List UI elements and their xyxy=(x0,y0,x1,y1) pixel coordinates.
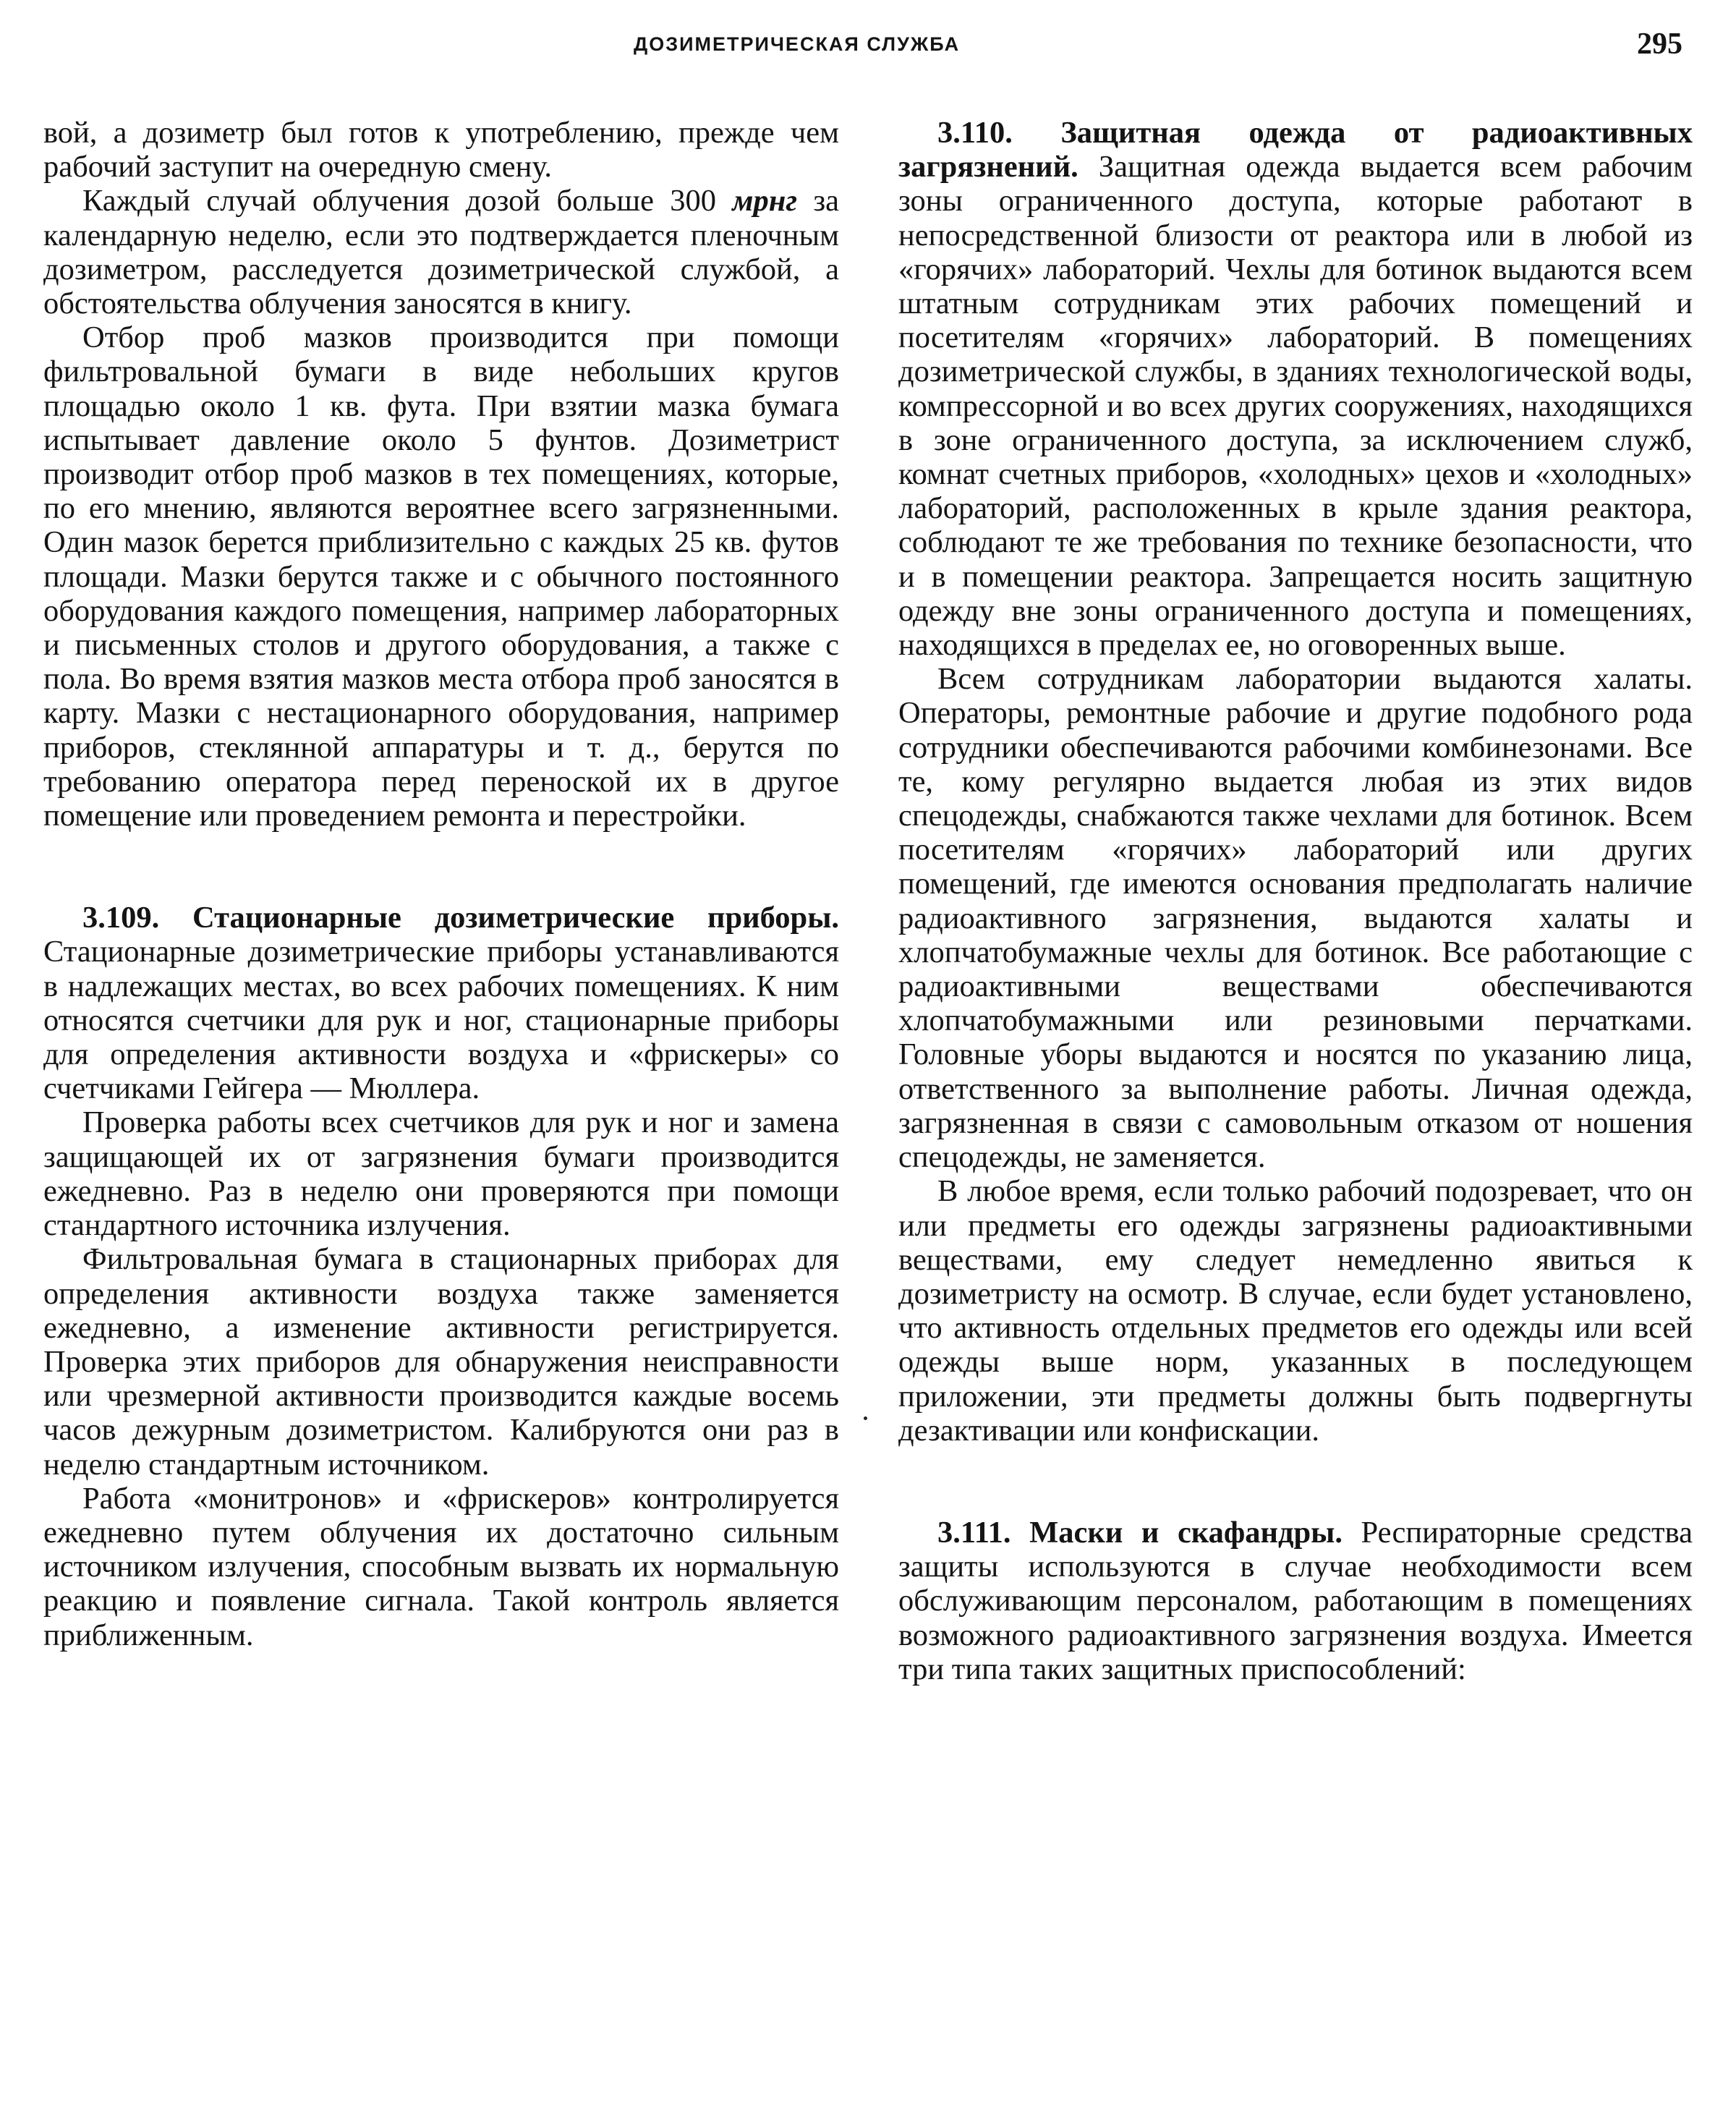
paragraph-exposure-dose xyxy=(43,184,839,320)
section-3-111 xyxy=(898,1516,1693,1686)
section-number: 3.111. xyxy=(937,1515,1011,1550)
section-text: Респираторные средства защиты используются в случае необходимости всем обслуживающим персоналом, работающим в помещениях возможного радиоактивного загрязнения воздуха. Имеется три типа таких защитных приспособлений: xyxy=(898,1515,1693,1686)
section-title: Защитная одежда от радиоактивных загрязнений. xyxy=(898,116,1693,184)
paragraph-continuation: вой, а дозиметр был готов к употреблению, прежде чем рабочий заступит на очередную смену. xyxy=(43,116,839,184)
paragraph-text: за календарную неделю, если это подтверждается пленочным дозиметром, расследуется дозиметрической службой, а обстоятельства облучения заносятся в книгу. xyxy=(43,184,839,321)
print-speck xyxy=(864,1416,867,1420)
section-title: Стационарные дозиметрические приборы. xyxy=(192,901,839,935)
running-title: ДОЗИМЕТРИЧЕСКАЯ СЛУЖБА xyxy=(634,33,961,55)
paragraph-text: Каждый случай облучения дозой больше 300 xyxy=(82,184,733,218)
section-text: Стационарные дозиметрические приборы устанавливаются в надлежащих местах, во всех рабочих помещениях. К ним относятся счетчики для рук и ног, стационарные приборы для определения активности воздуха и «фрискеры» со счетчиками Гейгера — Мюллера. xyxy=(43,935,839,1106)
paragraph-contamination-check: В любое время, если только рабочий подозревает, что он или предметы его одежды загрязнены радиоактивными веществами, ему следует немедленно явиться к дозиметристу на осмотр. В случае, если будет установлено, что активность отдельных предметов его одежды или всей одежды выше норм, указанных в последующем приложении, эти предметы должны быть подвергнуты дезактивации или конфискации. xyxy=(898,1174,1693,1448)
right-column xyxy=(898,116,1693,1686)
section-number: 3.109. xyxy=(82,901,160,935)
section-number: 3.110. xyxy=(937,116,1013,150)
paragraph-lab-coats: Всем сотрудникам лаборатории выдаются халаты. Операторы, ремонтные рабочие и другие подобного рода сотрудники обеспечиваются рабочими комбинезонами. Все те, кому регулярно выдается любая из этих видов спецодежды, снабжаются также чехлами для ботинок. Всем посетителям «горячих» лабораторий или других помещений, где имеются основания предполагать наличие радиоактивного загрязнения, выдаются халаты и хлопчатобумажные чехлы для ботинок. Все работающие с радиоактивными веществами обеспечиваются хлопчатобумажными или резиновыми перчатками. Головные уборы выдаются и носятся по указанию лица, ответственного за выполнение работы. Личная одежда, загрязненная в связи с самовольным отказом от ношения спецодежды, не заменяется. xyxy=(898,662,1693,1175)
paragraph-counter-check: Проверка работы всех счетчиков для рук и ног и замена защищающей их от загрязнения бумаги производится ежедневно. Раз в неделю они проверяются при помощи стандартного источника излучения. xyxy=(43,1105,839,1243)
page-number: 295 xyxy=(1637,27,1682,61)
running-header xyxy=(0,27,1736,75)
paragraph-filter-paper: Фильтровальная бумага в стационарных приборах для определения активности воздуха также заменяется ежедневно, а изменение активности регистрируется. Проверка этих приборов для обнаружения неисправности или чрезмерной активности производится каждые восемь часов дежурным дозиметристом. Калибруются они раз в неделю стандартным источником. xyxy=(43,1242,839,1482)
left-column xyxy=(43,116,839,1652)
dose-unit: мрнг xyxy=(732,184,798,218)
paragraph-monitrons: Работа «монитронов» и «фрискеров» контролируется ежедневно путем облучения их достаточно сильным источником излучения, способным вызвать их нормальную реакцию и появление сигнала. Такой контроль является приближенным. xyxy=(43,1481,839,1652)
section-3-110 xyxy=(898,116,1693,662)
section-title: Маски и скафандры. xyxy=(1029,1515,1343,1550)
section-3-109 xyxy=(43,901,839,1105)
section-text: Защитная одежда выдается всем рабочим зоны ограниченного доступа, которые работают в непосредственной близости от реактора или в любой из «горячих» лабораторий. Чехлы для ботинок выдаются всем штатным сотрудникам этих рабочих помещений и посетителям «горячих» лабораторий. В помещениях дозиметрической службы, в зданиях технологической воды, компрессорной и во всех других сооружениях, находящихся в зоне ограниченного доступа, за исключением служб, комнат счетных приборов, «холодных» цехов и «холодных» лабораторий, расположенных в крыле здания реактора, соблюдают те же требования по технике безопасности, что и в помещении реактора. Запрещается носить защитную одежду вне зоны ограниченного доступа и помещениях, находящихся в пределах ее, но оговоренных выше. xyxy=(898,150,1693,663)
paragraph-swab-sampling: Отбор проб мазков производится при помощи фильтровальной бумаги в виде небольших кругов площадью около 1 кв. фута. При взятии мазка бумага испытывает давление около 5 фунтов. Дозиметрист производит отбор проб мазков в тех помещениях, которые, по его мнению, являются вероятнее всего загрязненными. Один мазок берется приблизительно с каждых 25 кв. футов площади. Мазки берутся также и с обычного постоянного оборудования каждого помещения, например лабораторных и письменных столов и другого оборудования, а также с пола. Во время взятия мазков места отбора проб заносятся в карту. Мазки с нестационарного оборудования, например приборов, стеклянной аппаратуры и т. д., берутся по требованию оператора перед переноской их в другое помещение или проведением ремонта и перестройки. xyxy=(43,320,839,833)
